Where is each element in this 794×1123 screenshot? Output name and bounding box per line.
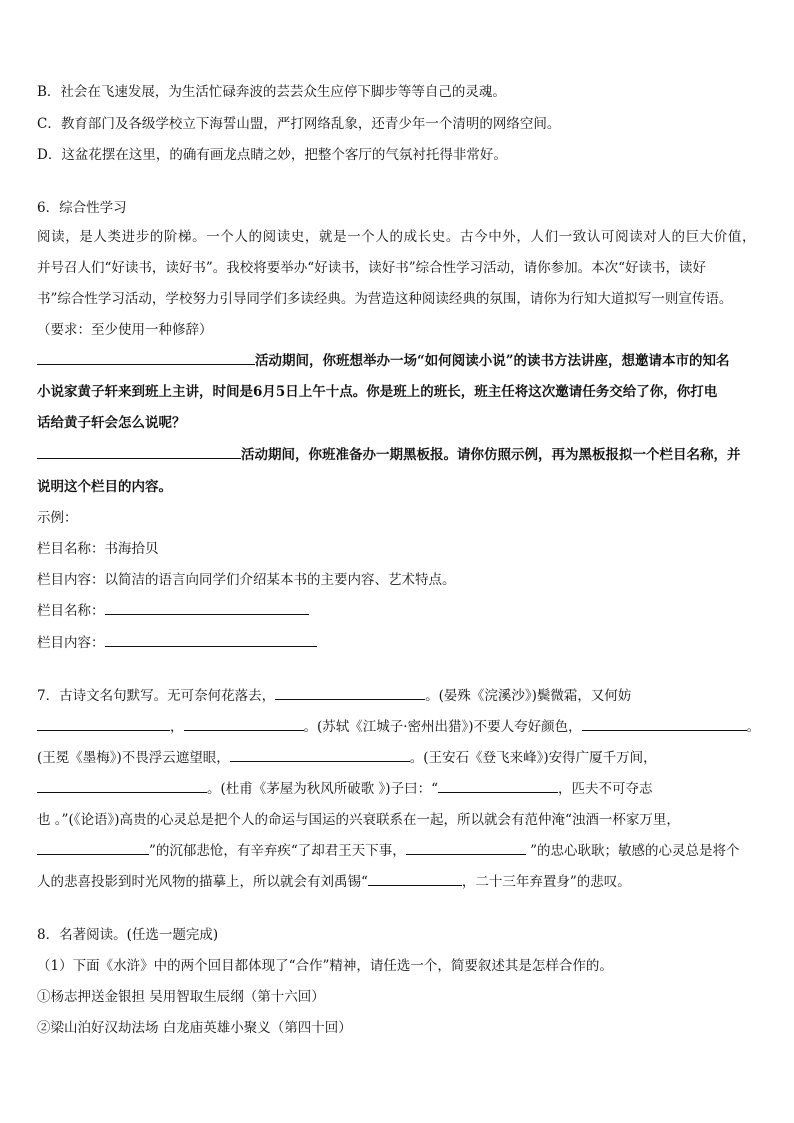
q6-example-content: 栏目内容：以简洁的语言向同学们介绍某本书的主要内容、艺术特点。 [37, 572, 456, 588]
answer-blank[interactable] [406, 842, 526, 855]
answer-blank[interactable] [37, 446, 241, 459]
q6-p2-line-3: 话给黄子轩会怎么说呢？ [37, 415, 186, 431]
answer-blank[interactable] [368, 873, 462, 886]
q7-line-1: 7．古诗文名句默写。无可奈何花落去， 。(晏殊《浣溪沙》)鬓微霜，又何妨 [37, 688, 632, 704]
q6-intro-line-1: 阅读，是人类进步的阶梯。一个人的阅读史，就是一个人的成长史。古今中外，人们一致认可阅读对人的巨大价值， [37, 229, 757, 245]
answer-blank[interactable] [438, 780, 558, 793]
q8-item-1: ①杨志押送金银担 吴用智取生辰纲（第十六回） [37, 989, 325, 1005]
q8-item-2: ②梁山泊好汉劫法场 白龙庙英雄小聚义（第四十回） [37, 1020, 352, 1036]
q7-line-4: 。(杜甫《茅屋为秋风所破歌 》)子曰：“ ，匹夫不可夺志 [37, 780, 652, 798]
column-content-label: 栏目内容： [37, 635, 105, 651]
q6-p3-line-1: 活动期间，你班准备办一期黑板报。请你仿照示例，再为黑板报拟一个栏目名称，并 [37, 446, 741, 464]
column-content-blank[interactable] [105, 634, 317, 647]
answer-blank[interactable] [37, 718, 170, 731]
q6-example-label: 示例： [37, 510, 78, 526]
q6-intro-line-3: 书”综合性学习活动，学校努力引导同学们多读经典。为营造这种阅读经典的氛围，请你为行知大道拟写一则宣传语。 [37, 291, 733, 307]
q6-p3-line-2: 说明这个栏目的内容。 [37, 479, 172, 495]
answer-blank[interactable] [184, 718, 304, 731]
q6-p2-line-1: 活动期间，你班想举办一场“如何阅读小说”的读书方法讲座，想邀请本市的知名 [37, 352, 730, 370]
q6-intro-line-2: 并号召人们“好读书，读好书”。我校将要举办“好读书，读好书”综合性学习活动，请你参加。本次“好读书，读好 [37, 260, 707, 276]
q6-p2-line-2: 小说家黄子轩来到班上主讲，时间是6月5日上午十点。你是班上的班长，班主任将这次邀请任务交给了你，你打电 [37, 384, 718, 400]
q7-line-3: (王冕《墨梅》)不畏浮云遮望眼， 。(王安石《登飞来峰》)安得广厦千万间， [37, 750, 657, 766]
q5-option-c: C．教育部门及各级学校立下海誓山盟，严打网络乱象，还青少年一个清明的网络空间。 [37, 116, 561, 132]
answer-blank[interactable] [37, 352, 255, 365]
answer-blank[interactable] [230, 749, 410, 762]
q6-title: 6．综合性学习 [37, 200, 127, 216]
q7-line-2: ， 。(苏轼《江城子·密州出猎》)不要人夸好颜色， 。 [37, 718, 760, 736]
q6-example-name: 栏目名称：书海拾贝 [37, 541, 159, 557]
q8-title: 8．名著阅读。(任选一题完成) [37, 927, 219, 943]
q8-question-1: （1）下面《水浒》中的两个回目都体现了“合作”精神，请任选一个，简要叙述其是怎样合作的。 [37, 958, 613, 974]
answer-blank[interactable] [37, 842, 149, 855]
answer-blank[interactable] [275, 687, 425, 700]
column-name-blank[interactable] [105, 602, 309, 615]
q5-option-d: D．这盆花摆在这里，的确有画龙点睛之妙，把整个客厅的气氛衬托得非常好。 [37, 147, 507, 163]
q6-intro-line-4: （要求：至少使用一种修辞） [37, 322, 213, 338]
answer-blank[interactable] [582, 718, 747, 731]
q6-column-content-row [37, 634, 317, 652]
q7-line-5: 也 。”(《论语》)高贵的心灵总是把个人的命运与国运的兴衰联系在一起，所以就会有范仲淹“浊酒一杯家万里， [37, 812, 680, 828]
q5-option-b: B．社会在飞速发展，为生活忙碌奔波的芸芸众生应停下脚步等等自己的灵魂。 [37, 84, 506, 100]
answer-blank[interactable] [37, 780, 207, 793]
column-name-label: 栏目名称： [37, 603, 105, 619]
q6-column-name-row [37, 602, 309, 620]
q7-line-7: 人的悲喜投影到时光风物的描摹上，所以就会有刘禹锡“ ，二十三年弃置身”的悲叹。 [37, 874, 631, 890]
q7-line-6: ”的沉郁悲怆，有辛弃疾“了却君王天下事， ”的忠心耿耿；敏感的心灵总是将个 [37, 842, 740, 860]
